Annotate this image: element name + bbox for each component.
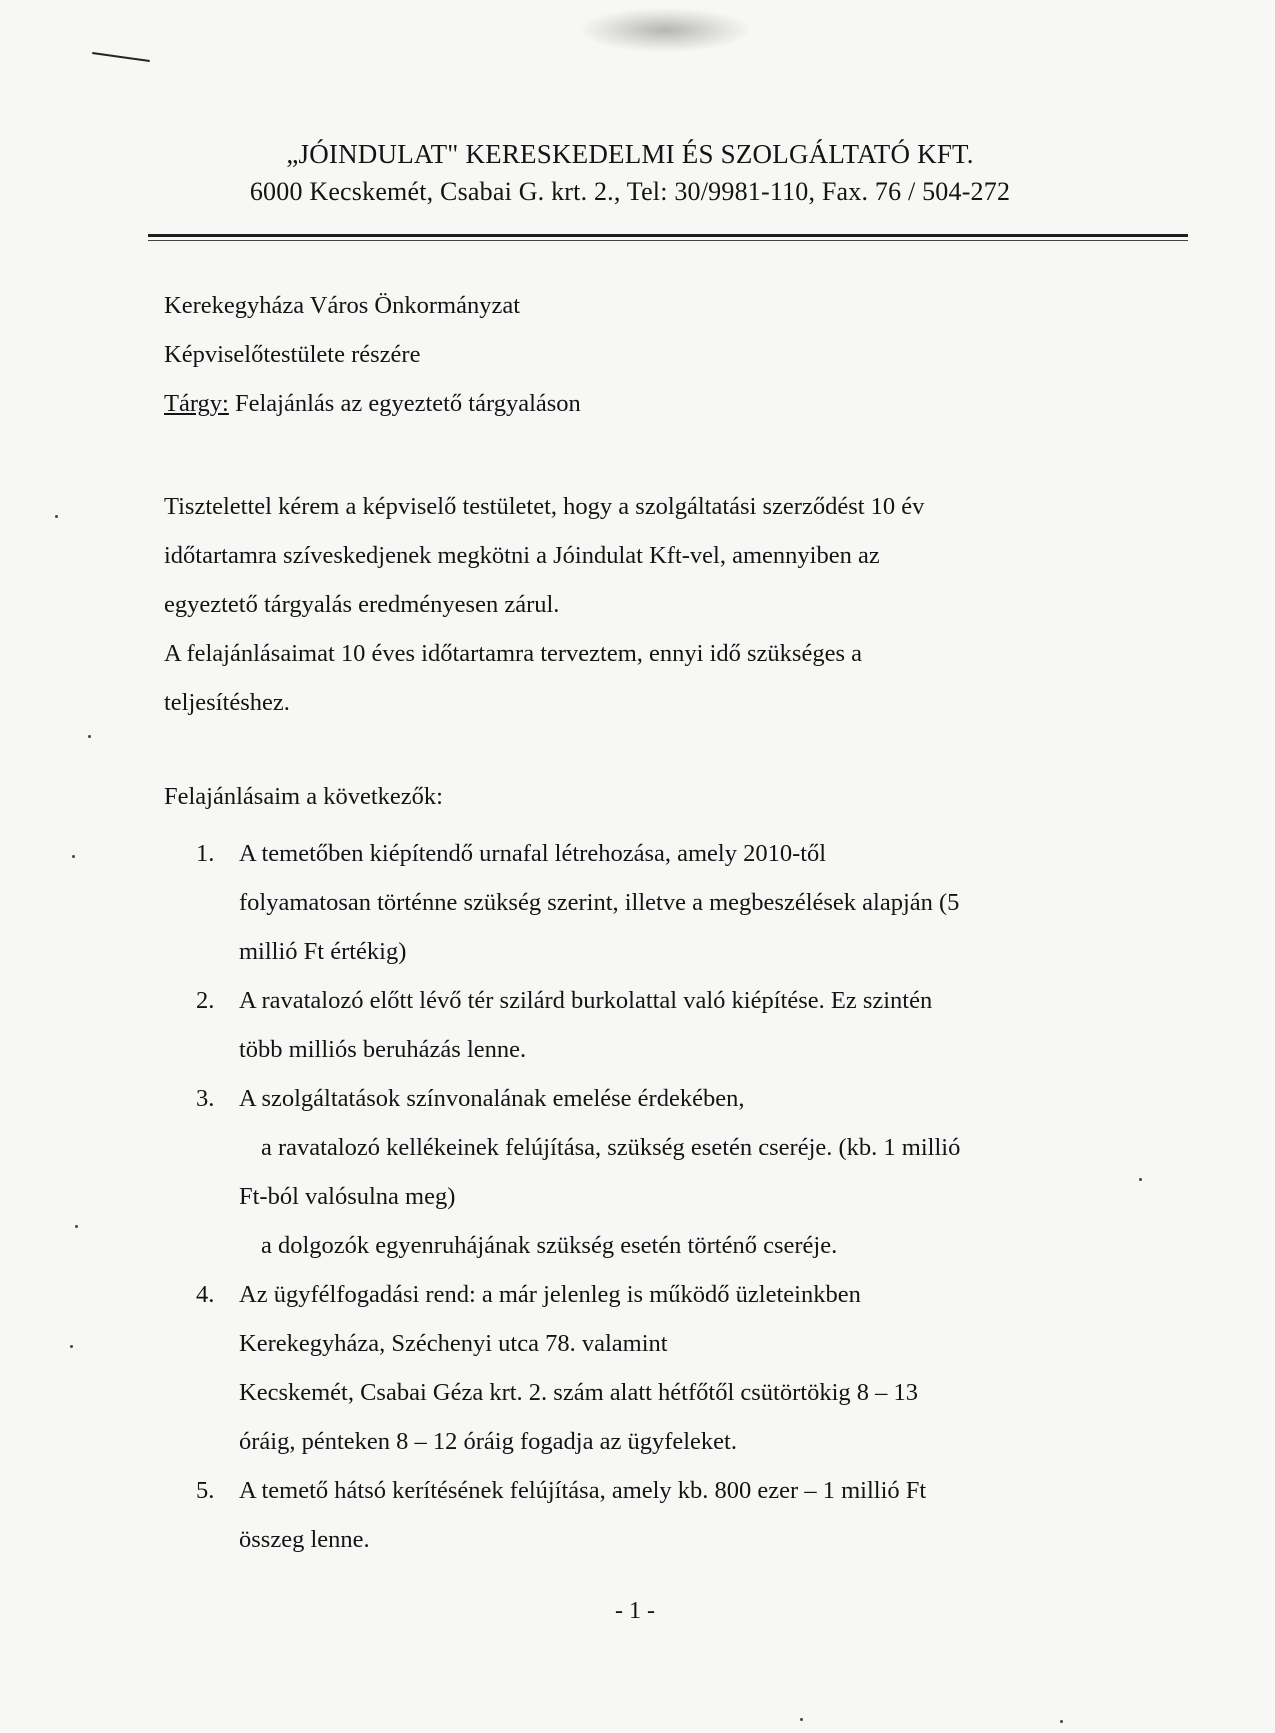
letterhead — [130, 135, 1130, 211]
recipient-line-1: Kerekegyháza Város Önkormányzat — [164, 292, 521, 319]
offer-line: folyamatosan történne szükség szerint, illetve a megbeszélések alapján (5 — [239, 889, 960, 916]
offers-list — [164, 829, 1124, 1564]
scan-smudge — [580, 8, 750, 52]
offer-line: A temetőben kiépítendő urnafal létrehozása, amely 2010-től — [239, 840, 827, 867]
body-line: A felajánlásaimat 10 éves időtartamra terveztem, ennyi idő szükséges a — [164, 640, 862, 667]
offer-number: 3. — [196, 1085, 215, 1112]
scan-speck — [55, 515, 58, 518]
offer-line: millió Ft értékig) — [239, 938, 407, 965]
body-line: Tisztelettel kérem a képviselő testületet, hogy a szolgáltatási szerződést 10 év — [164, 493, 925, 520]
scan-speck — [1060, 1720, 1063, 1723]
scan-speck — [88, 735, 91, 738]
offer-line: Ft-ból valósulna meg) — [239, 1183, 456, 1210]
offer-number: 2. — [196, 987, 215, 1014]
margin-dash-mark — [92, 52, 150, 62]
offer-item-2 — [164, 976, 1124, 1074]
offer-line: Az ügyfélfogadási rend: a már jelenleg is működő üzleteinkben — [239, 1281, 861, 1308]
offer-line: A temető hátsó kerítésének felújítása, amely kb. 800 ezer – 1 millió Ft — [239, 1477, 927, 1504]
subject-line — [164, 390, 581, 418]
subject-label: Tárgy: — [164, 390, 229, 417]
scan-speck — [1139, 1178, 1142, 1181]
body-paragraph — [164, 482, 1104, 727]
offer-line: A szolgáltatások színvonalának emelése érdekében, — [239, 1085, 745, 1112]
offer-number: 1. — [196, 840, 215, 867]
offer-item-1 — [164, 829, 1124, 976]
offer-line: a dolgozók egyenruhájának szükség esetén történő cseréje. — [261, 1232, 838, 1259]
body-line: egyeztető tárgyalás eredményesen zárul. — [164, 591, 560, 618]
scan-speck — [72, 855, 75, 858]
offer-number: 5. — [196, 1477, 215, 1504]
offer-line: Kecskemét, Csabai Géza krt. 2. szám alatt hétfőtől csütörtökig 8 – 13 — [239, 1379, 919, 1406]
offer-line: Kerekegyháza, Széchenyi utca 78. valamint — [239, 1330, 668, 1357]
body-line: időtartamra szíveskedjenek megkötni a Jóindulat Kft-vel, amennyiben az — [164, 542, 880, 569]
offer-line: a ravatalozó kellékeinek felújítása, szükség esetén cseréje. (kb. 1 millió — [261, 1134, 961, 1161]
offers-intro: Felajánlásaim a következők: — [164, 783, 443, 810]
scan-speck — [70, 1345, 73, 1348]
body-line: teljesítéshez. — [164, 689, 290, 716]
page-number: - 1 - — [615, 1598, 655, 1624]
offer-number: 4. — [196, 1281, 215, 1308]
scan-speck — [75, 1225, 78, 1228]
company-name: „JÓINDULAT" KERESKEDELMI ÉS SZOLGÁLTATÓ KFT. — [286, 139, 974, 169]
scan-speck — [800, 1718, 803, 1721]
recipient-line-2: Képviselőtestülete részére — [164, 341, 421, 368]
offer-item-3 — [164, 1074, 1124, 1270]
offer-line: több milliós beruházás lenne. — [239, 1036, 527, 1063]
offer-line: A ravatalozó előtt lévő tér szilárd burkolattal való kiépítése. Ez szintén — [239, 987, 933, 1014]
subject-text: Felajánlás az egyeztető tárgyaláson — [228, 390, 581, 417]
letterhead-divider-thin — [148, 240, 1188, 241]
offer-line: összeg lenne. — [239, 1526, 370, 1553]
offer-line: óráig, pénteken 8 – 12 óráig fogadja az ügyfeleket. — [239, 1428, 737, 1455]
offer-item-5 — [164, 1466, 1124, 1564]
offer-item-4 — [164, 1270, 1124, 1466]
company-address: 6000 Kecskemét, Csabai G. krt. 2., Tel: 30/9981-110, Fax. 76 / 504-272 — [249, 177, 1011, 206]
letterhead-divider — [148, 234, 1188, 237]
